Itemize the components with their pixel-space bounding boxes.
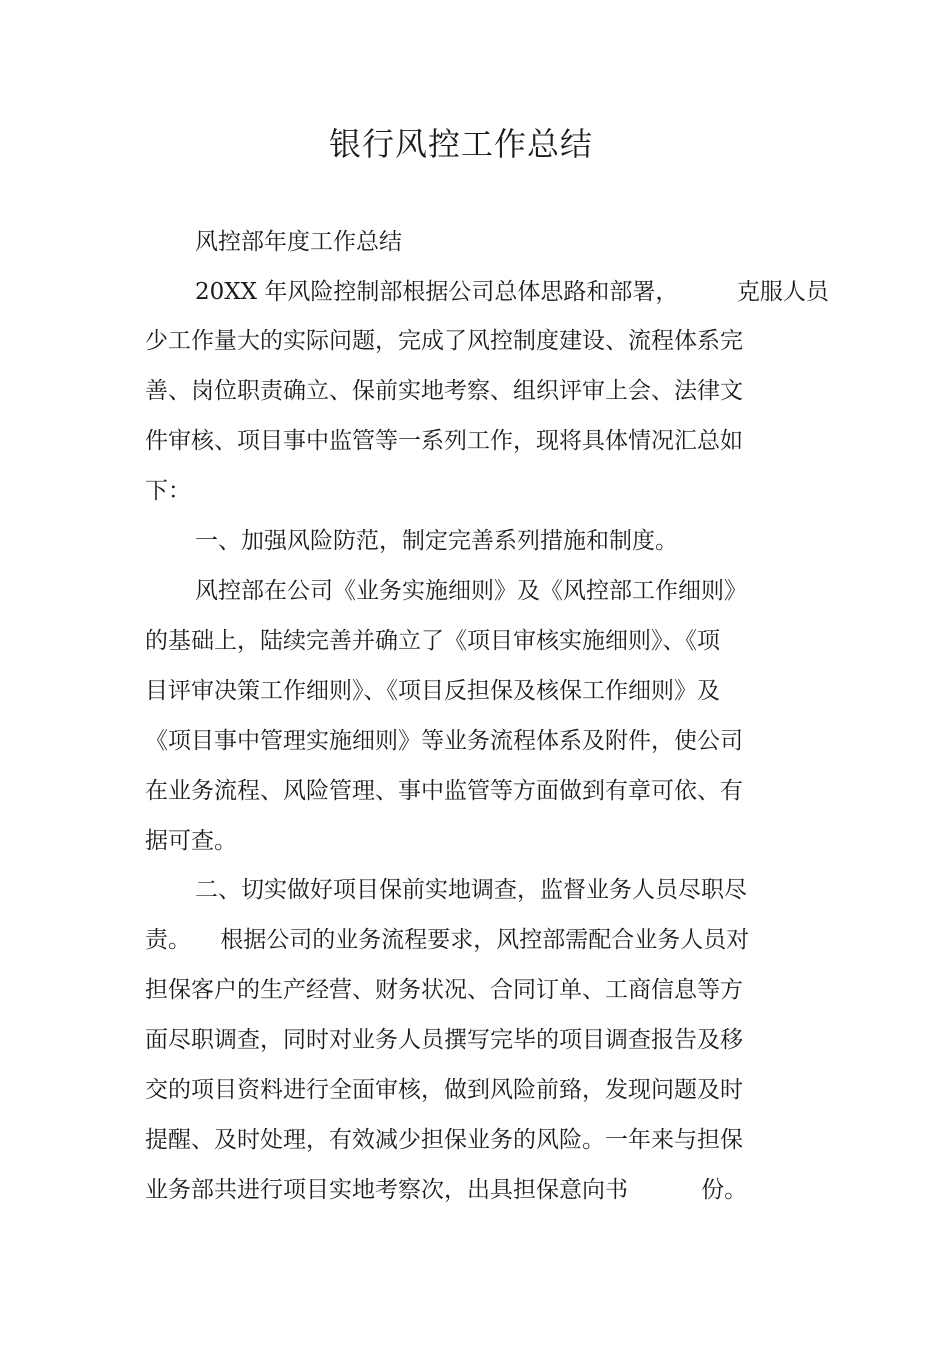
paragraph-line: 件审核、项目事中监管等一系列工作，现将具体情况汇总如 (145, 428, 743, 454)
paragraph-line: 风控部在公司《业务实施细则》及《风控部工作细则》 (195, 578, 747, 604)
paragraph-line: 业务部共进行项目实地考察次，出具担保意向书 份。 (145, 1177, 748, 1203)
document-title: 银行风控工作总结 (328, 125, 593, 163)
paragraph-line: 《项目事中管理实施细则》等业务流程体系及附件，使公司 (145, 728, 743, 754)
paragraph-line: 提醒、及时处理，有效减少担保业务的风险。一年来与担保 (145, 1127, 743, 1153)
paragraph-line: 20XX 年风险控制部根据公司总体思路和部署， 克服人员 (195, 279, 829, 305)
paragraph-line: 责。 根据公司的业务流程要求，风控部需配合业务人员对 (145, 927, 750, 953)
paragraph-line: 少工作量大的实际问题，完成了风控制度建设、流程体系完 (145, 328, 743, 354)
paragraph-line: 目评审决策工作细则》、《项目反担保及核保工作细则》及 (145, 678, 720, 704)
section-heading-1: 一、加强风险防范，制定完善系列措施和制度。 (195, 528, 678, 554)
paragraph-line: 交的项目资料进行全面审核，做到风险前臵，发现问题及时 (145, 1077, 743, 1103)
subtitle-line: 风控部年度工作总结 (195, 229, 402, 255)
paragraph-line: 善、岗位职责确立、保前实地考察、组织评审上会、法律文 (145, 378, 743, 404)
paragraph-line: 下： (145, 478, 191, 504)
paragraph-line: 担保客户的生产经营、财务状况、合同订单、工商信息等方 (145, 977, 743, 1003)
section-heading-2: 二、切实做好项目保前实地调查，监督业务人员尽职尽 (195, 877, 747, 903)
paragraph-line: 面尽职调查，同时对业务人员撰写完毕的项目调查报告及移 (145, 1027, 743, 1053)
paragraph-line: 在业务流程、风险管理、事中监管等方面做到有章可依、有 (145, 778, 743, 804)
paragraph-line: 的基础上，陆续完善并确立了《项目审核实施细则》、《项 (145, 628, 720, 654)
paragraph-line: 据可查。 (145, 828, 237, 854)
